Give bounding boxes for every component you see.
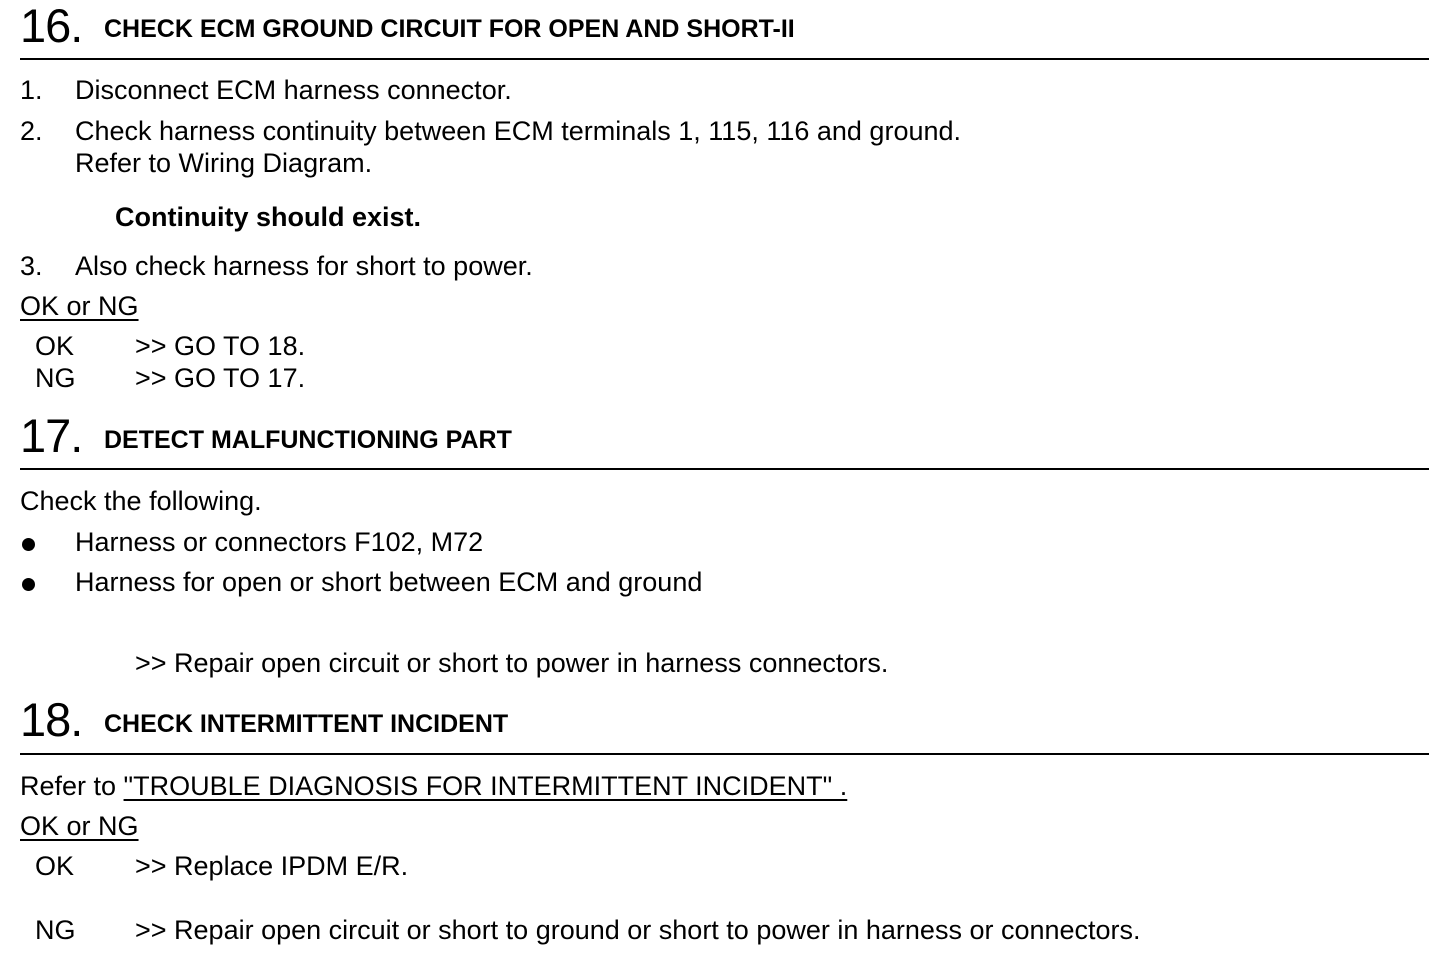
step-16-result-ng-code: NG — [35, 363, 76, 393]
step-18-refer-prefix: Refer to — [20, 771, 124, 801]
step-16-item-2-text: Check harness continuity between ECM terminals 1, 115, 116 and ground. — [75, 116, 962, 146]
step-18-result-label: OK or NG — [20, 811, 139, 841]
step-16-spec: Continuity should exist. — [115, 202, 422, 232]
trouble-diagnosis-link[interactable]: "TROUBLE DIAGNOSIS FOR INTERMITTENT INCIDENT" . — [123, 771, 848, 801]
step-16-result-label: OK or NG — [20, 291, 139, 321]
step-16-divider — [20, 58, 1429, 60]
step-17-divider — [20, 468, 1429, 470]
step-18-title: CHECK INTERMITTENT INCIDENT — [104, 710, 509, 738]
bullet-icon — [22, 538, 35, 551]
step-16-item-1-text: Disconnect ECM harness connector. — [75, 75, 512, 105]
step-16-title: CHECK ECM GROUND CIRCUIT FOR OPEN AND SHORT-II — [104, 15, 795, 43]
step-16-item-3-text: Also check harness for short to power. — [75, 251, 533, 281]
step-17-bullet-1: Harness or connectors F102, M72 — [75, 527, 484, 557]
step-18-divider — [20, 753, 1429, 755]
step-17-title: DETECT MALFUNCTIONING PART — [104, 426, 512, 454]
step-18-result-ok-code: OK — [35, 851, 75, 881]
step-16-result-ok-action[interactable]: >> GO TO 18. — [135, 331, 306, 361]
step-16-result-ng-action[interactable]: >> GO TO 17. — [135, 363, 306, 393]
step-16-item-2-reference: Refer to Wiring Diagram. — [75, 148, 373, 178]
step-18-number: 18. — [20, 693, 83, 746]
step-18-result-ok-action: >> Replace IPDM E/R. — [135, 851, 409, 881]
step-18-result-ng-code: NG — [35, 915, 76, 945]
step-16-item-1-number: 1. — [20, 75, 43, 105]
step-18-refer — [20, 773, 847, 800]
bullet-icon — [22, 578, 35, 591]
step-17-number: 17. — [20, 409, 83, 462]
step-17-intro: Check the following. — [20, 486, 262, 516]
step-18-result-ng-action: >> Repair open circuit or short to ground or short to power in harness or connectors. — [135, 915, 1141, 945]
step-16-result-ok-code: OK — [35, 331, 75, 361]
step-16-item-2-number: 2. — [20, 116, 43, 146]
step-17-action: >> Repair open circuit or short to power in harness connectors. — [135, 648, 889, 678]
step-17-bullet-2: Harness for open or short between ECM and ground — [75, 567, 703, 597]
step-16-number: 16. — [20, 0, 83, 52]
step-16-item-3-number: 3. — [20, 251, 43, 281]
